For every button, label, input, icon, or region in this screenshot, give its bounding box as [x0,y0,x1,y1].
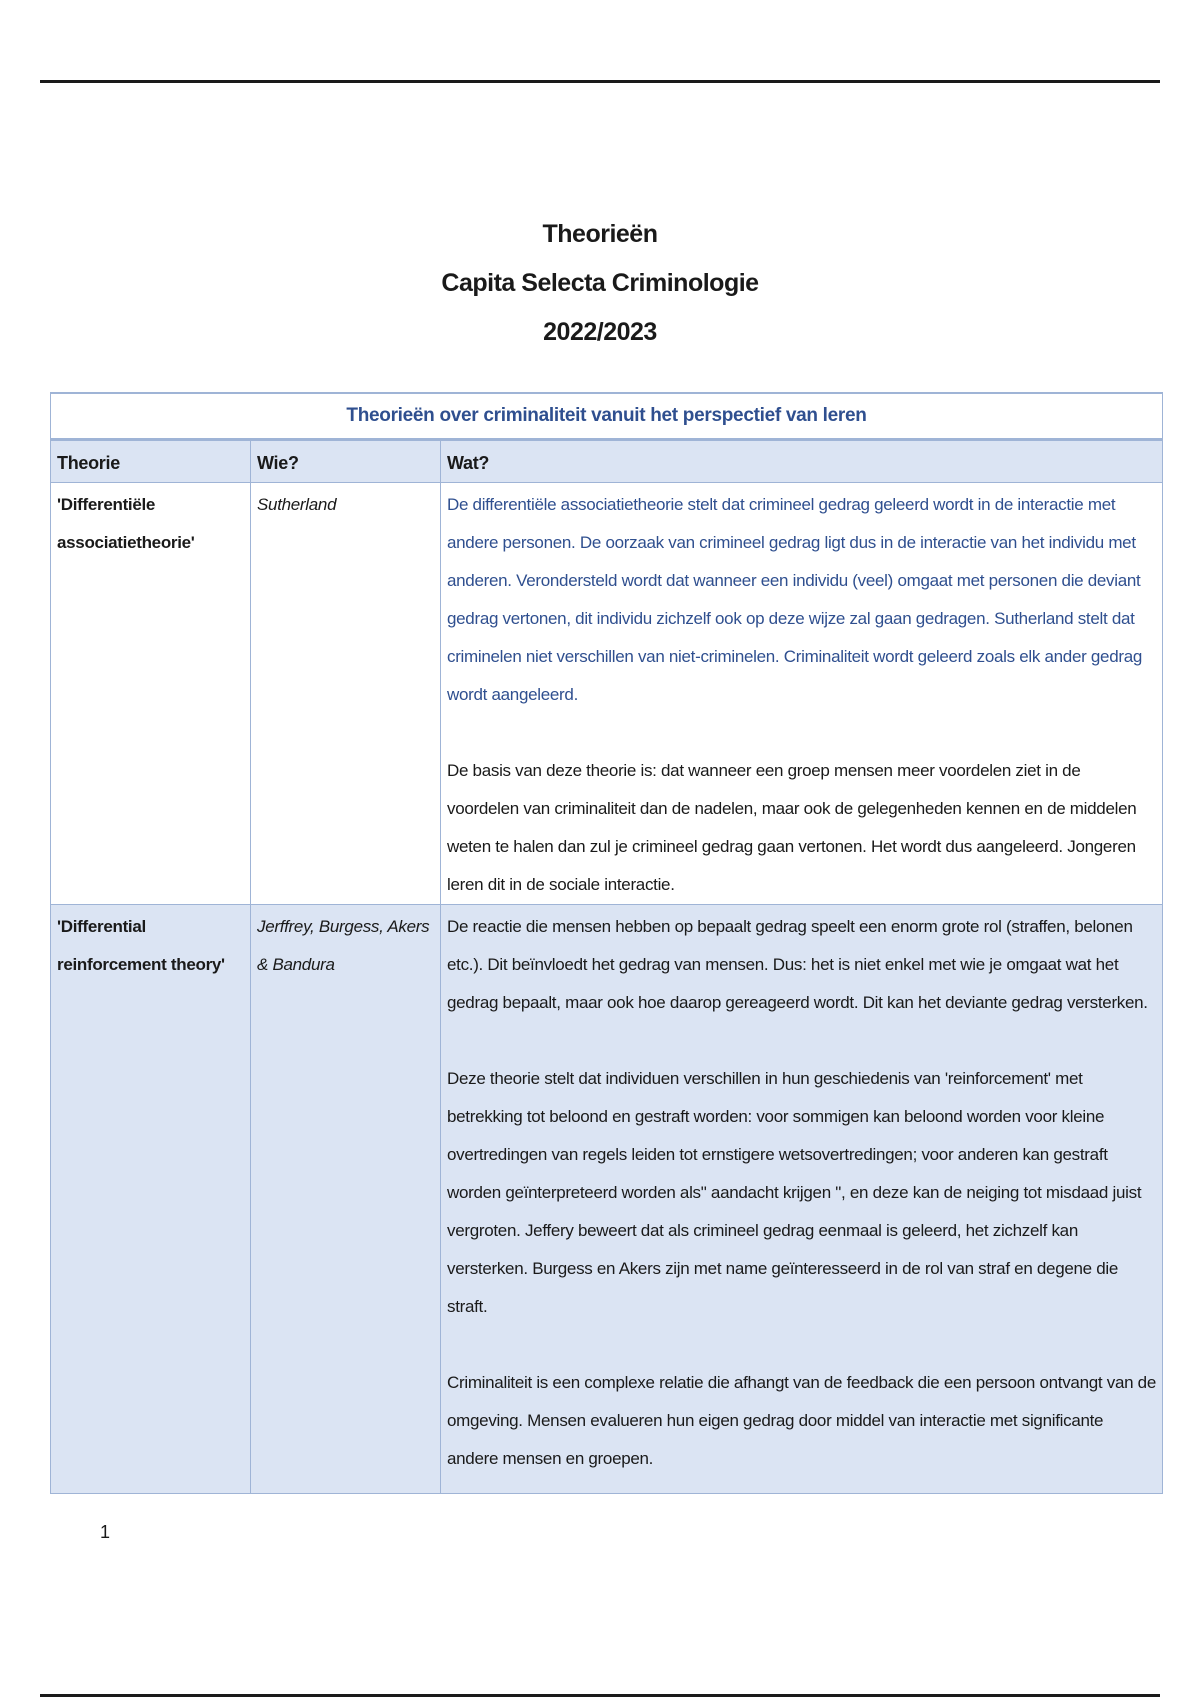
column-header-theorie: Theorie [51,440,251,483]
description-paragraph: De basis van deze theorie is: dat wanneer een groep mensen meer voordelen ziet in de voordelen van criminaliteit dan de nadelen, maar ook de gelegenheden kennen en de middelen weten te halen dan zul je crimineel gedrag gaan vertonen. Het wordt dus aangeleerd. Jongeren leren dit in de sociale interactie. [447,761,1137,894]
title-line-1: Theorieën [542,220,658,248]
theory-name-cell: 'Differentiële associatietheorie' [51,483,251,905]
description-cell [441,483,1163,905]
top-rule [40,80,1160,83]
page-number: 1 [100,1522,111,1542]
description-paragraph: De differentiële associatietheorie stelt dat crimineel gedrag geleerd wordt in de interactie met andere personen. De oorzaak van crimineel gedrag ligt dus in de interactie van het individu met anderen. Verondersteld wordt dat wanneer een individu (veel) omgaat met personen die deviant gedrag vertonen, dit individu zichzelf ook op deze wijze zal gaan gedragen. Sutherland stelt dat criminelen niet verschillen van niet-criminelen. Criminaliteit wordt geleerd zoals elk ander gedrag wordt aangeleerd. [447,495,1143,704]
author-cell: Jerffrey, Burgess, Akers & Bandura [251,905,441,1494]
description-cell [441,905,1163,1494]
description-paragraph: De reactie die mensen hebben op bepaalt gedrag speelt een enorm grote rol (straffen, belonen etc.). Dit beïnvloedt het gedrag van mensen. Dus: het is niet enkel met wie je omgaat wat het gedrag bepaalt, maar ook hoe daarop gereageerd wordt. Dit kan het deviante gedrag versterken. [447,917,1148,1012]
description-paragraph: Deze theorie stelt dat individuen verschillen in hun geschiedenis van 'reinforcement' met betrekking tot beloond en gestraft worden: voor sommigen kan beloond worden voor kleine overtredingen van regels leiden tot ernstigere wetsovertredingen; voor anderen kan gestraft worden geïnterpreteerd worden als" aandacht krijgen ", en deze kan de neiging tot misdaad juist vergroten. Jeffery beweert dat als crimineel gedrag eenmaal is geleerd, het zichzelf kan versterken. Burgess en Akers zijn met name geïnteresseerd in de rol van straf en degene die straft. [447,1069,1142,1316]
author-cell: Sutherland [251,483,441,905]
description-paragraph: Criminaliteit is een complexe relatie die afhangt van de feedback die een persoon ontvangt van de omgeving. Mensen evalueren hun eigen gedrag door middel van interactie met significante andere mensen en groepen. [447,1373,1156,1468]
theory-name-cell: 'Differential reinforcement theory' [51,905,251,1494]
table-row [51,905,1163,1494]
document-title [0,210,1200,357]
table-row [51,483,1163,905]
table-caption: Theorieën over criminaliteit vanuit het perspectief van leren [51,393,1163,440]
theory-table [50,392,1163,1494]
column-header-wie: Wie? [251,440,441,483]
title-line-2: Capita Selecta Criminologie [441,269,759,297]
title-line-3: 2022/2023 [543,318,657,346]
table-caption-row [51,393,1163,440]
table-header-row [51,440,1163,483]
column-header-wat: Wat? [441,440,1163,483]
bottom-rule [40,1694,1160,1697]
